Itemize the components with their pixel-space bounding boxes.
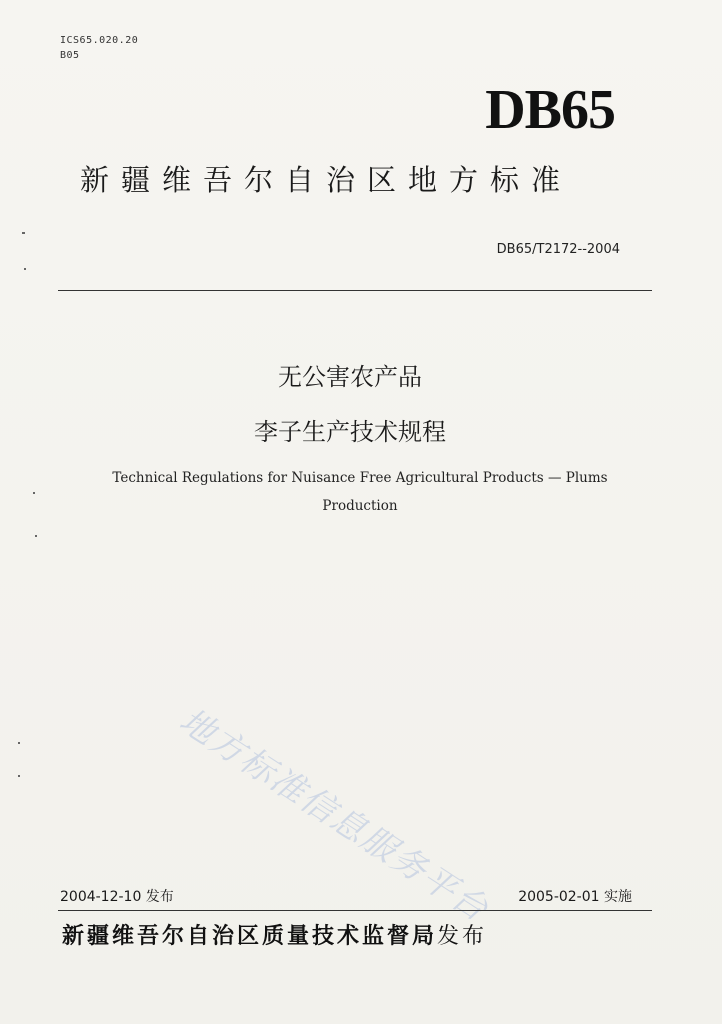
standard-number: DB65/T2172--2004 [496,242,620,257]
scan-speck [18,742,20,744]
implementation-date: 2005-02-01 实施 [518,889,632,905]
issuer-name: 新疆维吾尔自治区质量技术监督局 [62,924,438,949]
watermark: 地方标准信息服务平台 [172,700,496,931]
english-title-line-2: Production [322,498,398,514]
scan-speck [22,232,25,234]
standard-type-title: 新疆维吾尔自治区地方标准 [80,163,573,197]
standard-code-logo: DB65 [485,79,615,141]
issuing-authority [62,922,652,952]
top-divider [58,290,652,291]
ics-code: ICS65.020.20 [60,35,139,46]
scan-speck [18,775,20,777]
bottom-divider [58,910,652,911]
scan-speck [33,492,35,494]
scan-speck [24,268,26,270]
classification-codes [60,33,138,63]
category-code: B05 [60,50,80,61]
issuer-suffix: 发布 [437,924,488,949]
document-title-line-1: 无公害农产品 [278,363,422,391]
english-title-line-1: Technical Regulations for Nuisance Free Agricultural Products — Plums [112,470,608,486]
document-title-line-2: 李子生产技术规程 [254,418,446,446]
document-title-english [60,464,660,520]
scan-speck [35,535,37,537]
issue-date: 2004-12-10 发布 [60,889,174,905]
